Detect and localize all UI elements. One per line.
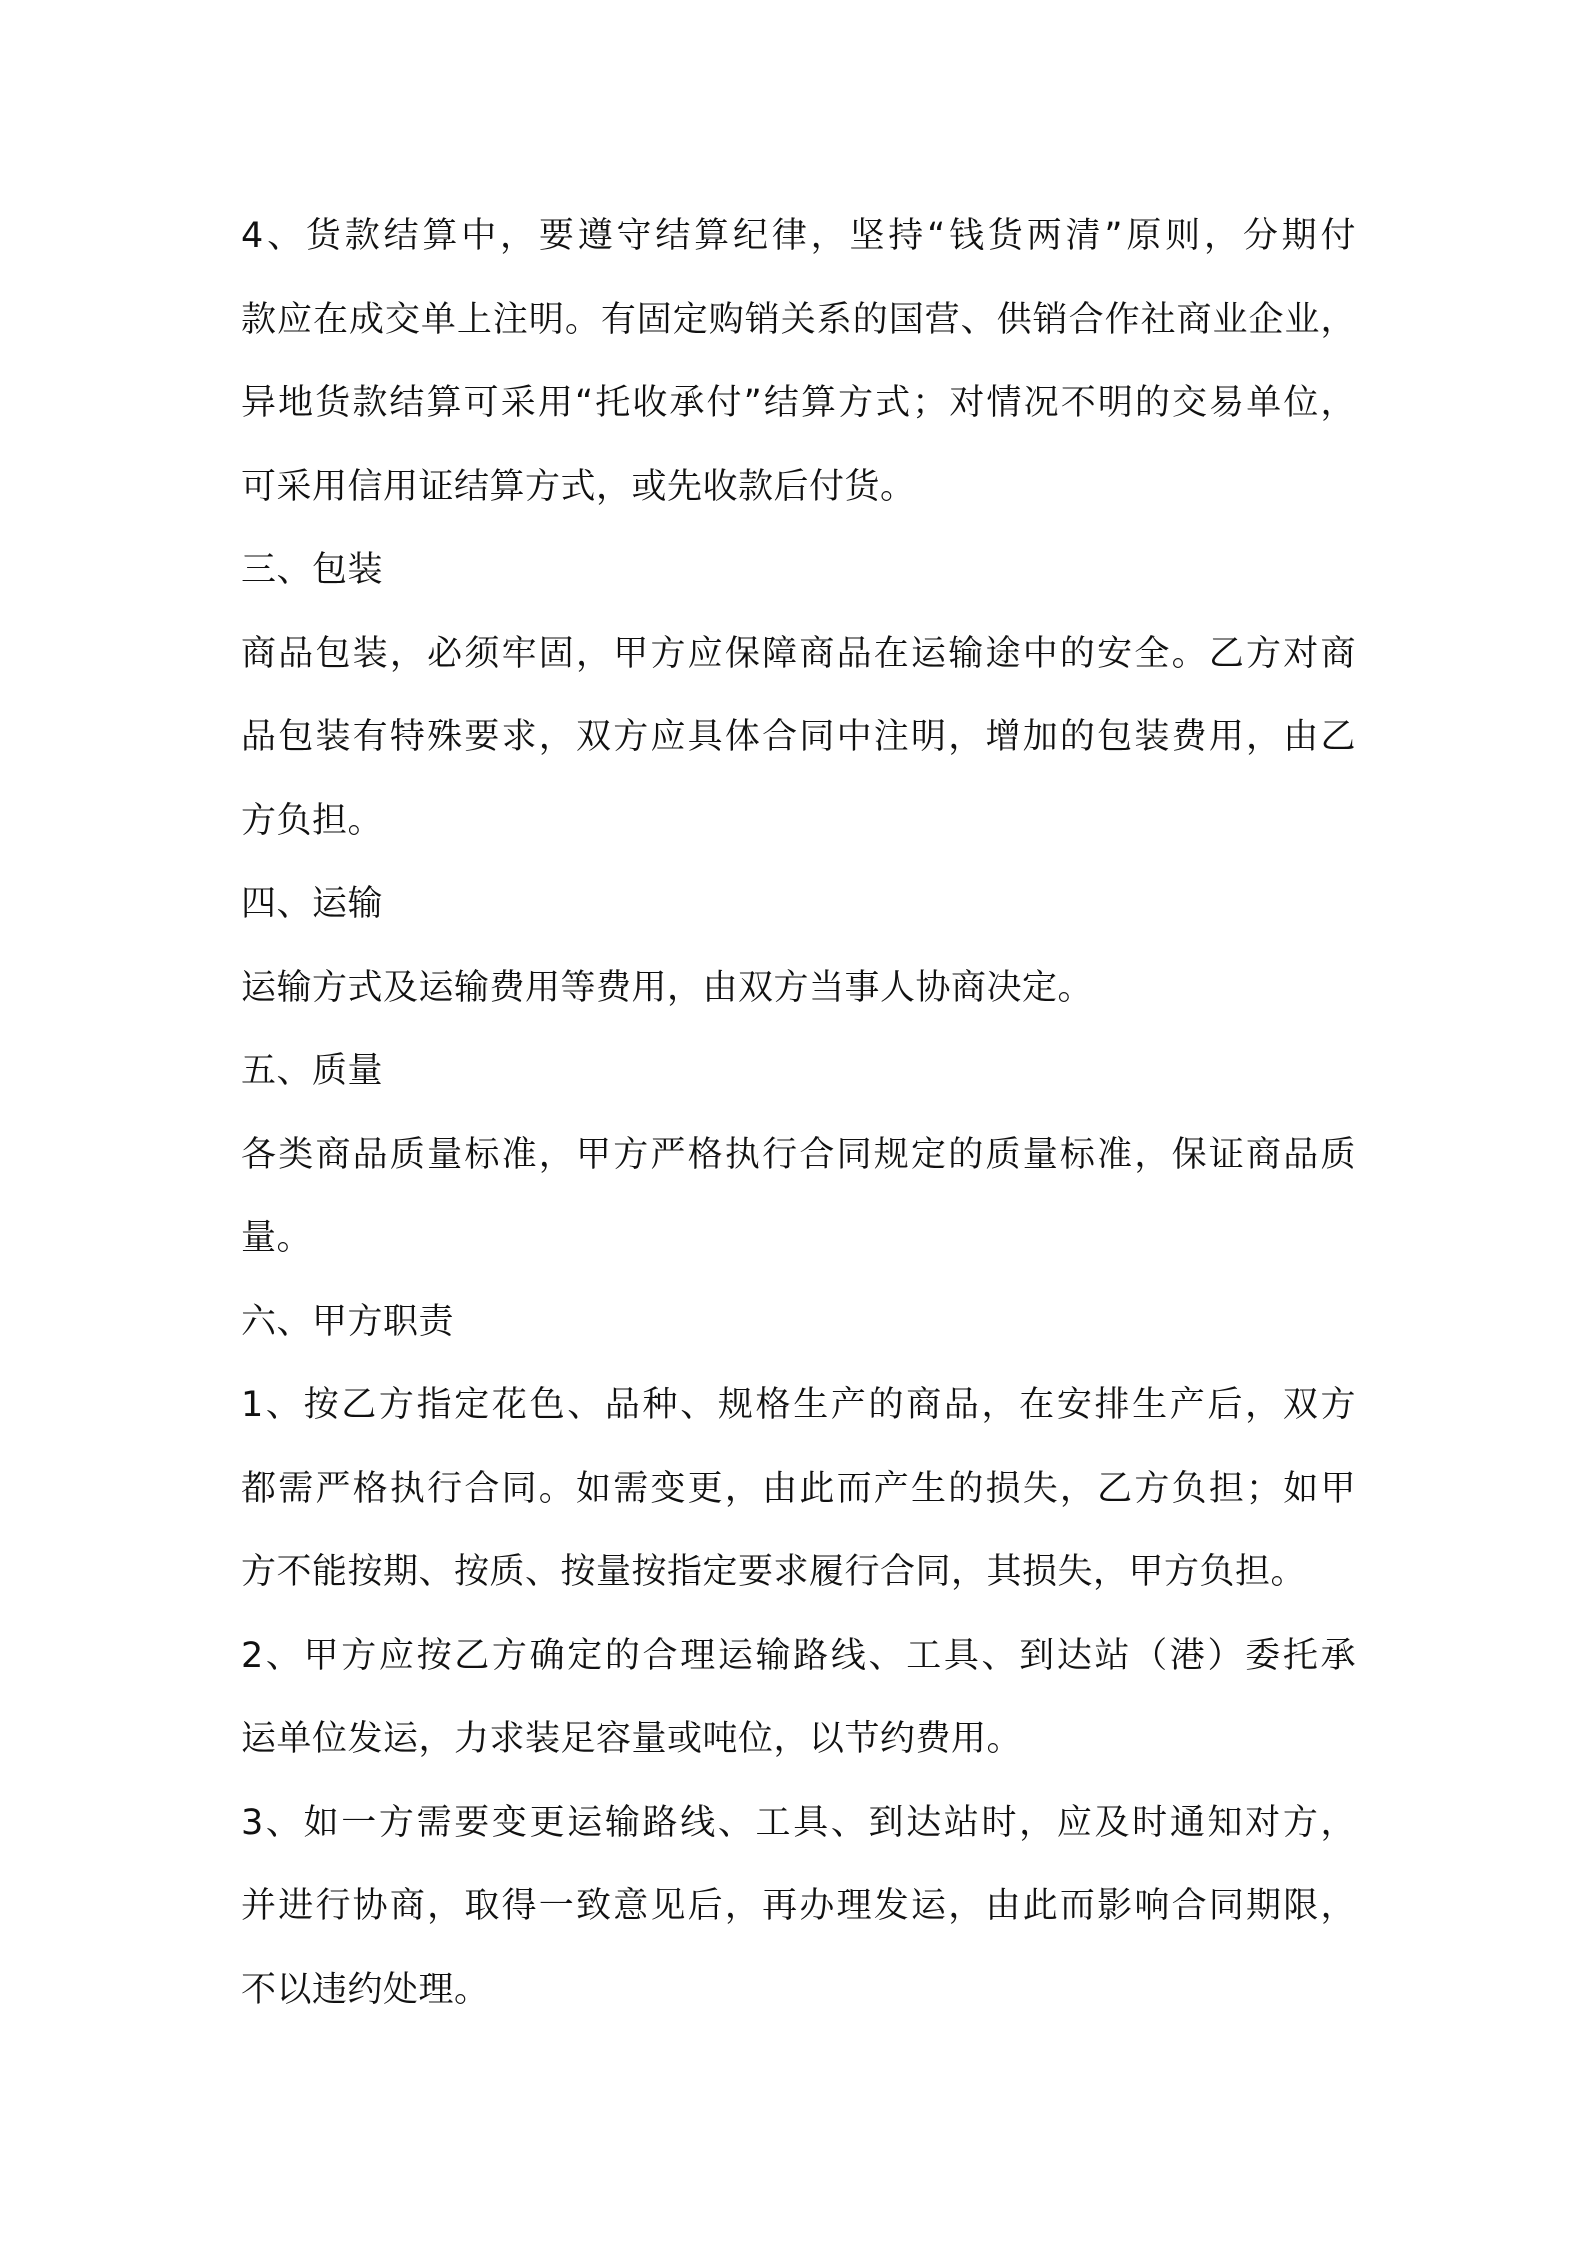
paragraph-heading-packaging [241,529,1356,613]
text-line: 都需严格执行合同。如需变更，由此而产生的损失，乙方负担；如甲 [241,1468,1356,1509]
paragraph-quality-body [241,1114,1356,1281]
paragraph-duty-1 [241,1364,1356,1615]
text-line: 异地货款结算可采用“托收承付”结算方式；对情况不明的交易单位， [241,383,1356,423]
text-line: 六、甲方职责 [241,1301,455,1342]
paragraph-clause-4 [241,195,1356,529]
text-line: 量。 [241,1218,313,1258]
text-line: 各类商品质量标准，甲方严格执行合同规定的质量标准，保证商品质 [241,1134,1356,1175]
text-line: 款应在成交单上注明。有固定购销关系的国营、供销合作社商业企业， [241,299,1356,340]
text-line: 并进行协商，取得一致意见后，再办理发运，由此而影响合同期限， [241,1886,1356,1926]
paragraph-packaging-body [241,613,1356,864]
text-line: 可采用信用证结算方式，或先收款后付货。 [241,466,916,507]
text-line: 四、运输 [241,884,384,924]
text-line: 2、甲方应按乙方确定的合理运输路线、工具、到达站（港）委托承 [241,1635,1356,1676]
text-line: 三、包装 [241,550,384,590]
text-line: 品包装有特殊要求，双方应具体合同中注明，增加的包装费用，由乙 [241,717,1356,757]
text-line: 商品包装，必须牢固，甲方应保障商品在运输途中的安全。乙方对商 [241,633,1356,674]
text-line: 方不能按期、按质、按量按指定要求履行合同，其损失，甲方负担。 [241,1552,1307,1592]
text-line: 不以违约处理。 [241,1969,490,2010]
paragraph-heading-quality [241,1030,1356,1114]
paragraph-duty-2 [241,1615,1356,1782]
text-line: 1、按乙方指定花色、品种、规格生产的商品，在安排生产后，双方 [241,1385,1356,1425]
text-line: 运单位发运，力求装足容量或吨位，以节约费用。 [241,1719,1023,1759]
text-line: 方负担。 [241,800,384,841]
text-line: 3、如一方需要变更运输路线、工具、到达站时，应及时通知对方， [241,1802,1356,1843]
text-line: 4、货款结算中，要遵守结算纪律，坚持“钱货两清”原则，分期付 [241,216,1356,256]
text-line: 运输方式及运输费用等费用，由双方当事人协商决定。 [241,967,1094,1008]
text-line: 五、质量 [241,1051,384,1091]
paragraph-duty-3 [241,1782,1356,2033]
document-body [241,195,1356,2032]
paragraph-heading-transport [241,863,1356,947]
paragraph-heading-party-a-duties [241,1281,1356,1365]
paragraph-transport-body [241,947,1356,1031]
